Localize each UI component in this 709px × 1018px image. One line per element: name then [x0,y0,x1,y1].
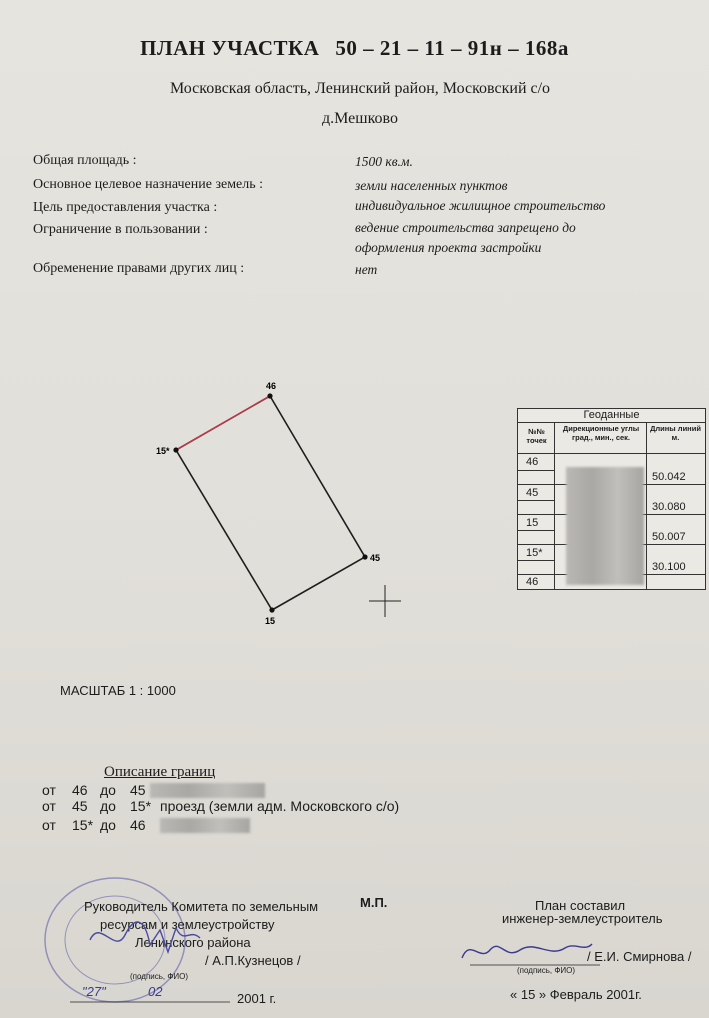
geodata-length: 50.042 [652,471,686,483]
left-signer-title-2: ресурсам и землеустройству [100,917,275,932]
boundary-row: от 15* до 46 [42,817,146,833]
field-value-area: 1500 кв.м. [355,154,413,169]
left-date-day: "27" [82,984,106,999]
left-signer-title-3: Ленинского района [135,935,251,950]
field-label-goal: Цель предоставления участка : [33,200,218,215]
field-label-area: Общая площадь : [33,153,137,168]
geodata-point: 45 [526,487,539,499]
left-signer-title: Руководитель Комитета по земельным [84,899,319,914]
field-label-restriction: Ограничение в пользовании : [33,222,208,237]
field-value-encumbrance: нет [355,262,378,277]
field-value-purpose: земли населенных пунктов [355,178,508,193]
seal-place: М.П. [360,895,388,910]
right-signature-caption: (подпись, ФИО) [517,966,576,975]
point-label-15: 15 [265,616,276,626]
col-header-lengths: Длины линий м. [650,424,701,442]
scale-label: МАСШТАБ 1 : 1000 [60,683,176,698]
right-signer-title: План составил [535,898,626,913]
geodata-length: 30.080 [652,501,686,513]
signature-stroke [462,944,592,958]
address-line: Московская область, Ленинский район, Московский с/о [169,80,551,97]
geodata-point: 15* [526,547,543,559]
right-signer-title-2: инженер-землеустроитель [502,911,663,926]
right-signer-name: / Е.И. Смирнова / [587,949,692,964]
field-label-encumbrance: Обременение правами других лиц : [33,261,245,276]
left-date-month: 02 [148,984,163,999]
boundary-row: от 46 до 45 [42,782,146,798]
village-name: д.Мешково [322,110,398,127]
right-date: « 15 » Февраль 2001г. [510,987,642,1002]
geodata-point: 15 [526,517,539,529]
point-label-45: 45 [370,553,381,563]
geodata-length: 30.100 [652,561,686,573]
plan-number: 50 – 21 – 11 – 91н – 168а [335,36,569,60]
geodata-title: Геоданные [518,409,705,423]
geodata-length: 50.007 [652,531,686,543]
left-signer-name: / А.П.Кузнецов / [205,953,301,968]
left-date-year: 2001 г. [237,991,277,1006]
page-title: ПЛАН УЧАСТКА 50 – 21 – 11 – 91н – 168а [140,36,569,60]
field-value-restriction: ведение строительства запрещено до [355,220,576,235]
field-value-restriction-cont: оформления проекта застройки [355,240,542,255]
boundaries-heading: Описание границ [104,764,216,780]
geodata-point: 46 [526,576,539,588]
col-header-points: №№ точек [526,427,547,445]
point-label-46: 46 [266,381,277,391]
field-label-purpose: Основное целевое назначение земель : [33,177,264,192]
left-signature-caption: (подпись, ФИО) [130,972,189,981]
col-header-angles: Дирекционные углы град., мин., сек. [562,424,640,442]
geodata-point: 46 [526,456,539,468]
field-value-goal: индивидуальное жилищное строительство [355,198,606,213]
boundary-row: от 45 до 15* проезд (земли адм. Московского с/о) [42,798,400,814]
point-label-15s: 15* [156,446,170,456]
